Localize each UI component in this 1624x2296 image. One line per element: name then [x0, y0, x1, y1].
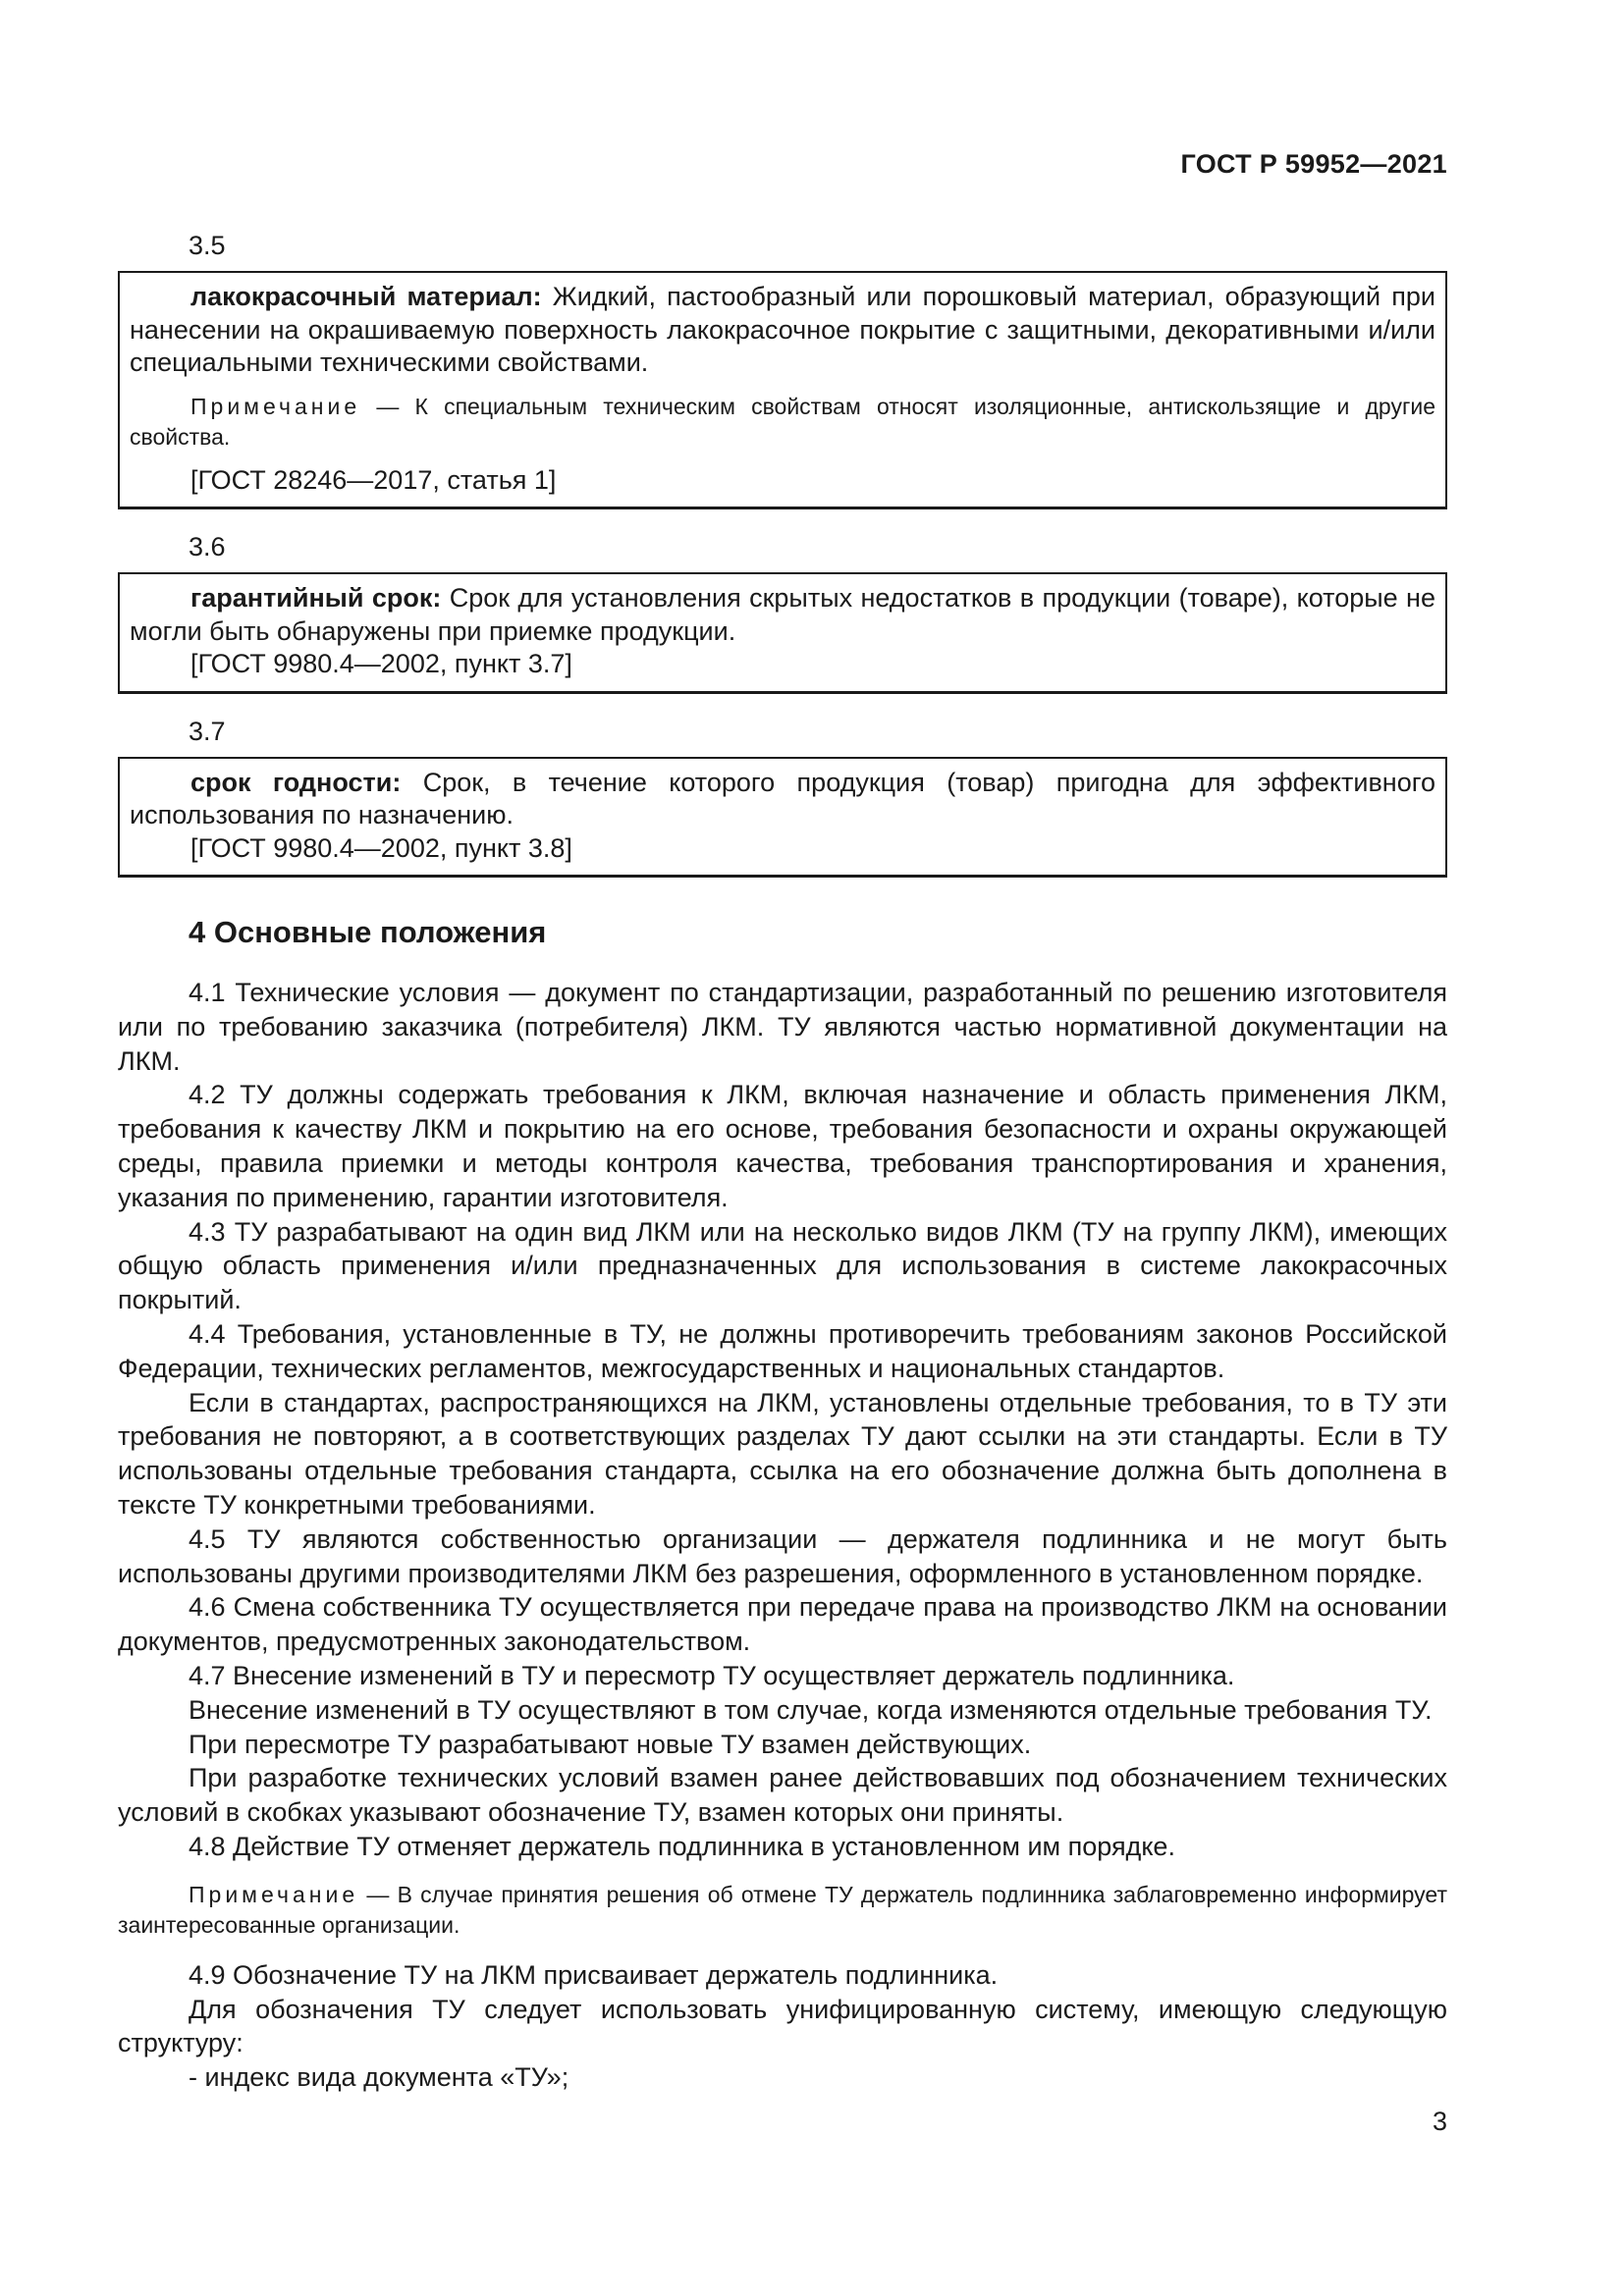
- page-content: [118, 228, 1447, 2095]
- list-item: - индекс вида документа «ТУ»;: [189, 2062, 569, 2093]
- document-code-header: ГОСТ Р 59952—2021: [1180, 149, 1447, 179]
- paragraph: Внесение изменений в ТУ осуществляют в том случае, когда изменяются отдельные требования ТУ.: [189, 1694, 1433, 1725]
- section-heading: 4 Основные положения: [189, 915, 547, 949]
- paragraph: 4.1 Технические условия — документ по стандартизации, разработанный по решению изготовителя или по требованию заказчика (потребителя) ЛКМ. ТУ являются частью нормативной документации на ЛКМ.: [118, 978, 1447, 1076]
- paragraph: 4.9 Обозначение ТУ на ЛКМ присваивает держатель подлинника.: [189, 1959, 999, 1990]
- term-definition-box: [118, 271, 1447, 509]
- section-body: [118, 976, 1447, 2095]
- term-source: [ГОСТ 9980.4—2002, пункт 3.8]: [190, 832, 572, 863]
- note-label: Примечание: [190, 393, 361, 419]
- paragraph: 4.4 Требования, установленные в ТУ, не должны противоречить требованиям законов Российской Федерации, технических регламентов, межгосударственных и национальных стандартов.: [118, 1318, 1447, 1383]
- term-name: лакокрасочный материал:: [190, 282, 542, 311]
- term-definition-text: Срок, в течение которого продукция (товар) пригодна для эффективного использования по назначению.: [130, 767, 1435, 829]
- note-label: Примечание: [189, 1881, 359, 1907]
- term-definition: [130, 582, 1435, 648]
- page-number: 3: [1432, 2107, 1447, 2136]
- term-definition-box: [118, 757, 1447, 879]
- paragraph: 4.2 ТУ должны содержать требования к ЛКМ, включая назначение и область применения ЛКМ, требования к качеству ЛКМ и покрытию на его основе, требования безопасности и охраны окружающей среды, правила приемки и методы контроля качества, требования транспортирования и хранения, указания по применению, гарантии изготовителя.: [118, 1080, 1447, 1212]
- term-definition-text: Срок для установления скрытых недостатков в продукции (товаре), которые не могли быть обнаружены при приемке продукции.: [130, 583, 1435, 646]
- term-note: [130, 392, 1435, 453]
- paragraph: При пересмотре ТУ разрабатывают новые ТУ взамен действующих.: [189, 1729, 1032, 1759]
- term-definition-box: [118, 572, 1447, 694]
- section-note: [118, 1880, 1447, 1941]
- paragraph: 4.7 Внесение изменений в ТУ и пересмотр ТУ осуществляет держатель подлинника.: [189, 1660, 1235, 1690]
- term-definition-text: Жидкий, пастообразный или порошковый материал, образующий при нанесении на окрашиваемую поверхность лакокрасочное покрытие с защитными, декоративными и/или специальными техническими свойствами.: [130, 282, 1435, 377]
- paragraph: 4.6 Смена собственника ТУ осуществляется при передаче права на производство ЛКМ на основании документов, предусмотренных законодательством.: [118, 1592, 1447, 1657]
- paragraph: 4.8 Действие ТУ отменяет держатель подлинника в установленном им порядке.: [189, 1831, 1175, 1861]
- paragraph: 4.5 ТУ являются собственностью организации — держателя подлинника и не могут быть использованы другими производителями ЛКМ без разрешения, оформленного в установленном порядке.: [118, 1523, 1447, 1588]
- term-definition: [130, 767, 1435, 832]
- note-text: — В случае принятия решения об отмене ТУ держатель подлинника заблаговременно информирует заинтересованные организации.: [118, 1881, 1447, 1938]
- document-page: [118, 0, 1447, 2296]
- term-definition: [130, 281, 1435, 380]
- term-source: [ГОСТ 9980.4—2002, пункт 3.7]: [190, 649, 572, 678]
- term-source: [ГОСТ 28246—2017, статья 1]: [190, 464, 557, 495]
- term-number: 3.6: [189, 532, 226, 561]
- paragraph: Если в стандартах, распространяющихся на ЛКМ, установлены отдельные требования, то в ТУ эти требования не повторяют, а в соответствующих разделах ТУ дают ссылки на эти стандарты. Если в ТУ использованы отдельные требования стандарта, ссылка на его обозначение должна быть дополнена в тексте ТУ конкретными требованиями.: [118, 1387, 1447, 1520]
- note-text: — К специальным техническим свойствам относят изоляционные, антискользящие и другие свойства.: [130, 393, 1435, 450]
- term-number: 3.7: [189, 716, 226, 746]
- term-number: 3.5: [189, 231, 226, 260]
- paragraph: Для обозначения ТУ следует использовать унифицированную систему, имеющую следующую структуру:: [118, 1994, 1447, 2058]
- paragraph: При разработке технических условий взамен ранее действовавших под обозначением технических условий в скобках указывают обозначение ТУ, взамен которых они приняты.: [118, 1763, 1447, 1828]
- paragraph: 4.3 ТУ разрабатывают на один вид ЛКМ или на несколько видов ЛКМ (ТУ на группу ЛКМ), имеющих общую область применения и/или предназначенных для использования в системе лакокрасочных покрытий.: [118, 1216, 1447, 1315]
- term-name: срок годности:: [190, 767, 402, 797]
- term-name: гарантийный срок:: [190, 583, 442, 613]
